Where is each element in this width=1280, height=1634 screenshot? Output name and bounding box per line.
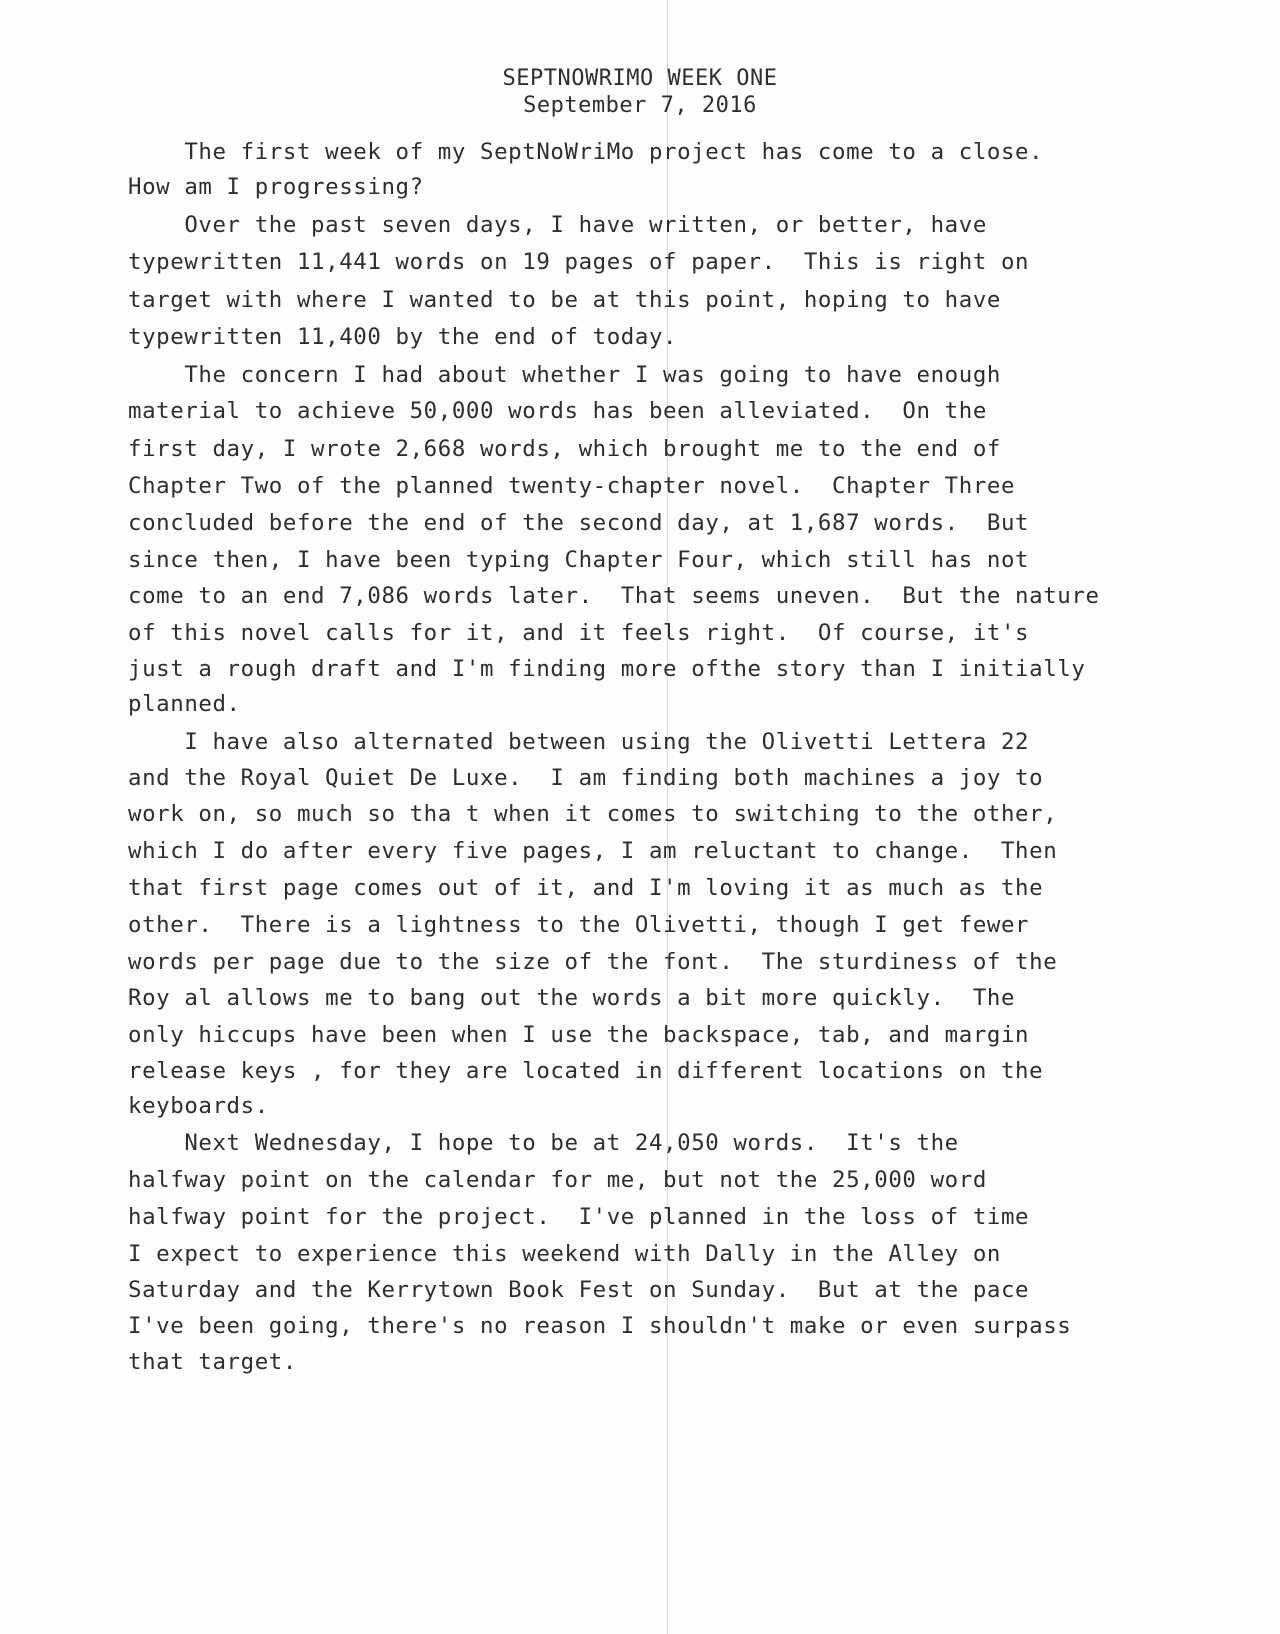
- body-line: Roy al allows me to bang out the words a bit more quickly. The: [128, 985, 1016, 1011]
- body-line: work on, so much so tha t when it comes to switching to the other,: [128, 801, 1058, 827]
- body-line: and the Royal Quiet De Luxe. I am finding both machines a joy to: [128, 765, 1044, 791]
- document-date: September 7, 2016: [523, 93, 757, 118]
- body-line: words per page due to the size of the font. The sturdiness of the: [128, 949, 1058, 975]
- body-line: come to an end 7,086 words later. That seems uneven. But the nature: [128, 583, 1100, 609]
- body-line: Over the past seven days, I have written, or better, have: [128, 212, 987, 238]
- body-line: first day, I wrote 2,668 words, which brought me to the end of: [128, 436, 1001, 462]
- body-line: The concern I had about whether I was going to have enough: [128, 362, 1001, 388]
- body-line: I have also alternated between using the Olivetti Lettera 22: [128, 729, 1030, 755]
- body-line: I expect to experience this weekend with Dally in the Alley on: [128, 1241, 1001, 1267]
- body-line: Saturday and the Kerrytown Book Fest on Sunday. But at the pace: [128, 1277, 1030, 1303]
- body-line: I've been going, there's no reason I shouldn't make or even surpass: [128, 1313, 1072, 1339]
- body-line: since then, I have been typing Chapter Four, which still has not: [128, 547, 1030, 573]
- body-line: Next Wednesday, I hope to be at 24,050 words. It's the: [128, 1130, 959, 1156]
- document-title: SEPTNOWRIMO WEEK ONE: [502, 66, 778, 91]
- body-line: only hiccups have been when I use the backspace, tab, and margin: [128, 1022, 1030, 1048]
- body-line: keyboards.: [128, 1093, 269, 1119]
- body-line: which I do after every five pages, I am reluctant to change. Then: [128, 838, 1058, 864]
- body-line: material to achieve 50,000 words has been alleviated. On the: [128, 398, 987, 424]
- body-line: Chapter Two of the planned twenty-chapter novel. Chapter Three: [128, 473, 1016, 499]
- body-line: of this novel calls for it, and it feels right. Of course, it's: [128, 620, 1030, 646]
- body-line: that target.: [128, 1349, 297, 1375]
- body-line: The first week of my SeptNoWriMo project has come to a close.: [128, 139, 1044, 165]
- body-line: target with where I wanted to be at this point, hoping to have: [128, 287, 1001, 313]
- body-line: planned.: [128, 691, 241, 717]
- body-line: typewritten 11,400 by the end of today.: [128, 324, 678, 350]
- body-line: halfway point on the calendar for me, but not the 25,000 word: [128, 1167, 987, 1193]
- body-line: that first page comes out of it, and I'm loving it as much as the: [128, 875, 1044, 901]
- body-line: concluded before the end of the second day, at 1,687 words. But: [128, 510, 1030, 536]
- body-line: other. There is a lightness to the Olivetti, though I get fewer: [128, 912, 1030, 938]
- body-line: How am I progressing?: [128, 174, 424, 200]
- body-line: release keys , for they are located in different locations on the: [128, 1058, 1044, 1084]
- body-line: typewritten 11,441 words on 19 pages of paper. This is right on: [128, 249, 1030, 275]
- body-line: just a rough draft and I'm finding more ofthe story than I initially: [128, 656, 1086, 682]
- body-line: halfway point for the project. I've planned in the loss of time: [128, 1204, 1030, 1230]
